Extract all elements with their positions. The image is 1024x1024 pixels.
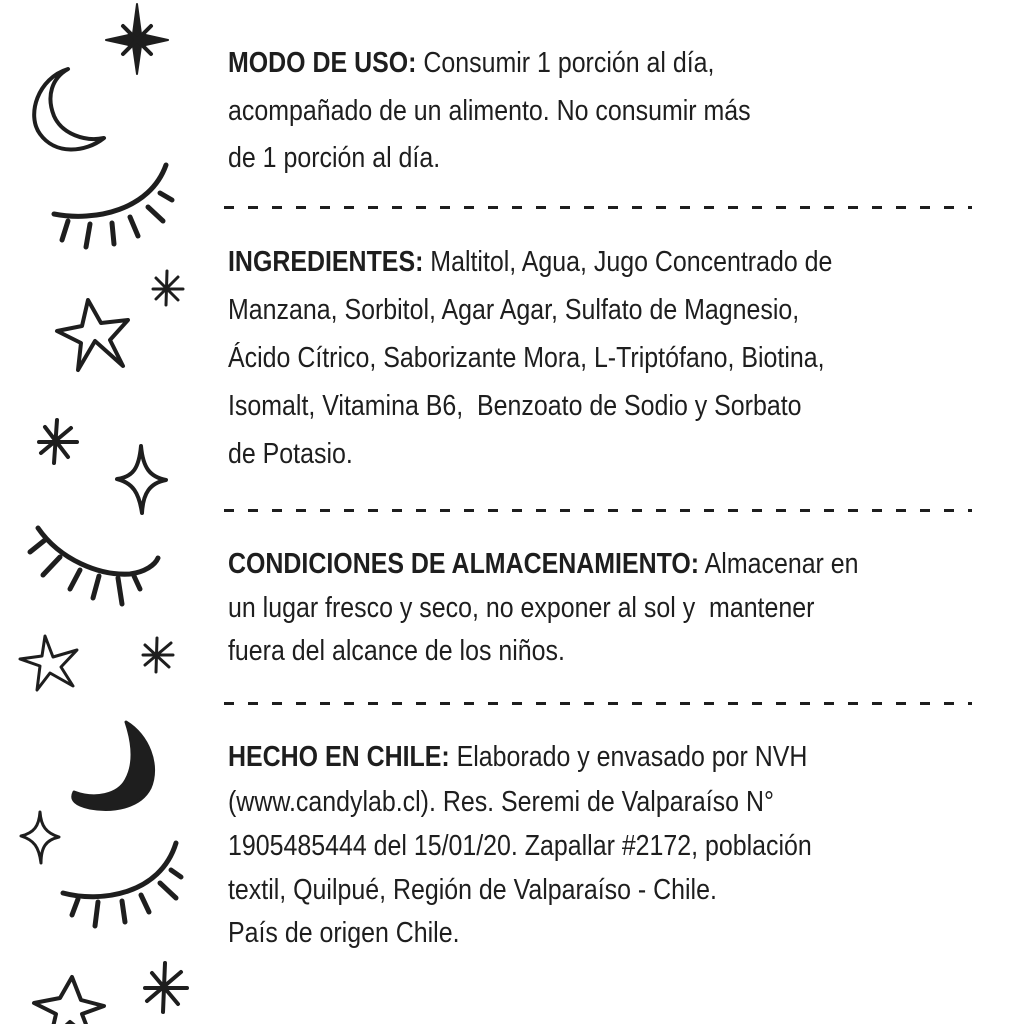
text-line: de Potasio. — [228, 438, 353, 470]
section-heading: CONDICIONES DE ALMACENAMIENTO: — [228, 548, 700, 580]
five-point-star-icon — [20, 636, 77, 690]
dashed-divider — [224, 206, 972, 209]
text-line: País de origen Chile. — [228, 917, 460, 949]
text-line: (www.candylab.cl). Res. Seremi de Valparaíso N° — [228, 786, 774, 818]
text-line: textil, Quilpué, Región de Valparaíso - Chile. — [228, 874, 717, 906]
crescent-moon-outline-icon — [34, 69, 104, 150]
four-point-sparkle-icon — [21, 812, 59, 863]
closed-eye-icon — [63, 843, 181, 926]
text-line: 1905485444 del 15/01/20. Zapallar #2172, población — [228, 830, 812, 862]
five-point-star-icon — [34, 977, 104, 1024]
text-line: acompañado de un alimento. No consumir más — [228, 95, 751, 127]
text-line: Ácido Cítrico, Saborizante Mora, L-Triptófano, Biotina, — [228, 342, 825, 374]
section-heading: MODO DE USO: — [228, 47, 417, 79]
asterisk-star-icon — [143, 638, 173, 672]
decorative-doodles — [0, 0, 220, 1024]
asterisk-star-icon — [39, 420, 77, 463]
text-line: INGREDIENTES: Maltitol, Agua, Jugo Concentrado de — [228, 246, 833, 278]
text-line: MODO DE USO: Consumir 1 porción al día, — [228, 47, 715, 79]
five-point-star-icon — [57, 300, 128, 370]
closed-eye-icon — [30, 528, 158, 604]
dashed-divider — [224, 702, 972, 705]
text-line: un lugar fresco y seco, no exponer al sol y mantener — [228, 592, 815, 624]
text-line: fuera del alcance de los niños. — [228, 635, 565, 667]
asterisk-star-icon — [153, 271, 183, 305]
asterisk-star-icon — [145, 963, 187, 1012]
sparkle-star-icon — [106, 4, 168, 74]
four-point-sparkle-icon — [117, 446, 166, 513]
text-line: Isomalt, Vitamina B6, Benzoato de Sodio y Sorbato — [228, 390, 802, 422]
dashed-divider — [224, 509, 972, 512]
text-line: CONDICIONES DE ALMACENAMIENTO: Almacenar en — [228, 548, 859, 580]
crescent-moon-filled-icon — [73, 722, 154, 809]
section-heading: INGREDIENTES: — [228, 246, 424, 278]
closed-eye-icon — [54, 165, 172, 247]
section-heading: HECHO EN CHILE: — [228, 741, 450, 773]
text-line: Manzana, Sorbitol, Agar Agar, Sulfato de Magnesio, — [228, 294, 800, 326]
text-line: HECHO EN CHILE: Elaborado y envasado por NVH — [228, 741, 808, 773]
text-line: de 1 porción al día. — [228, 142, 441, 174]
